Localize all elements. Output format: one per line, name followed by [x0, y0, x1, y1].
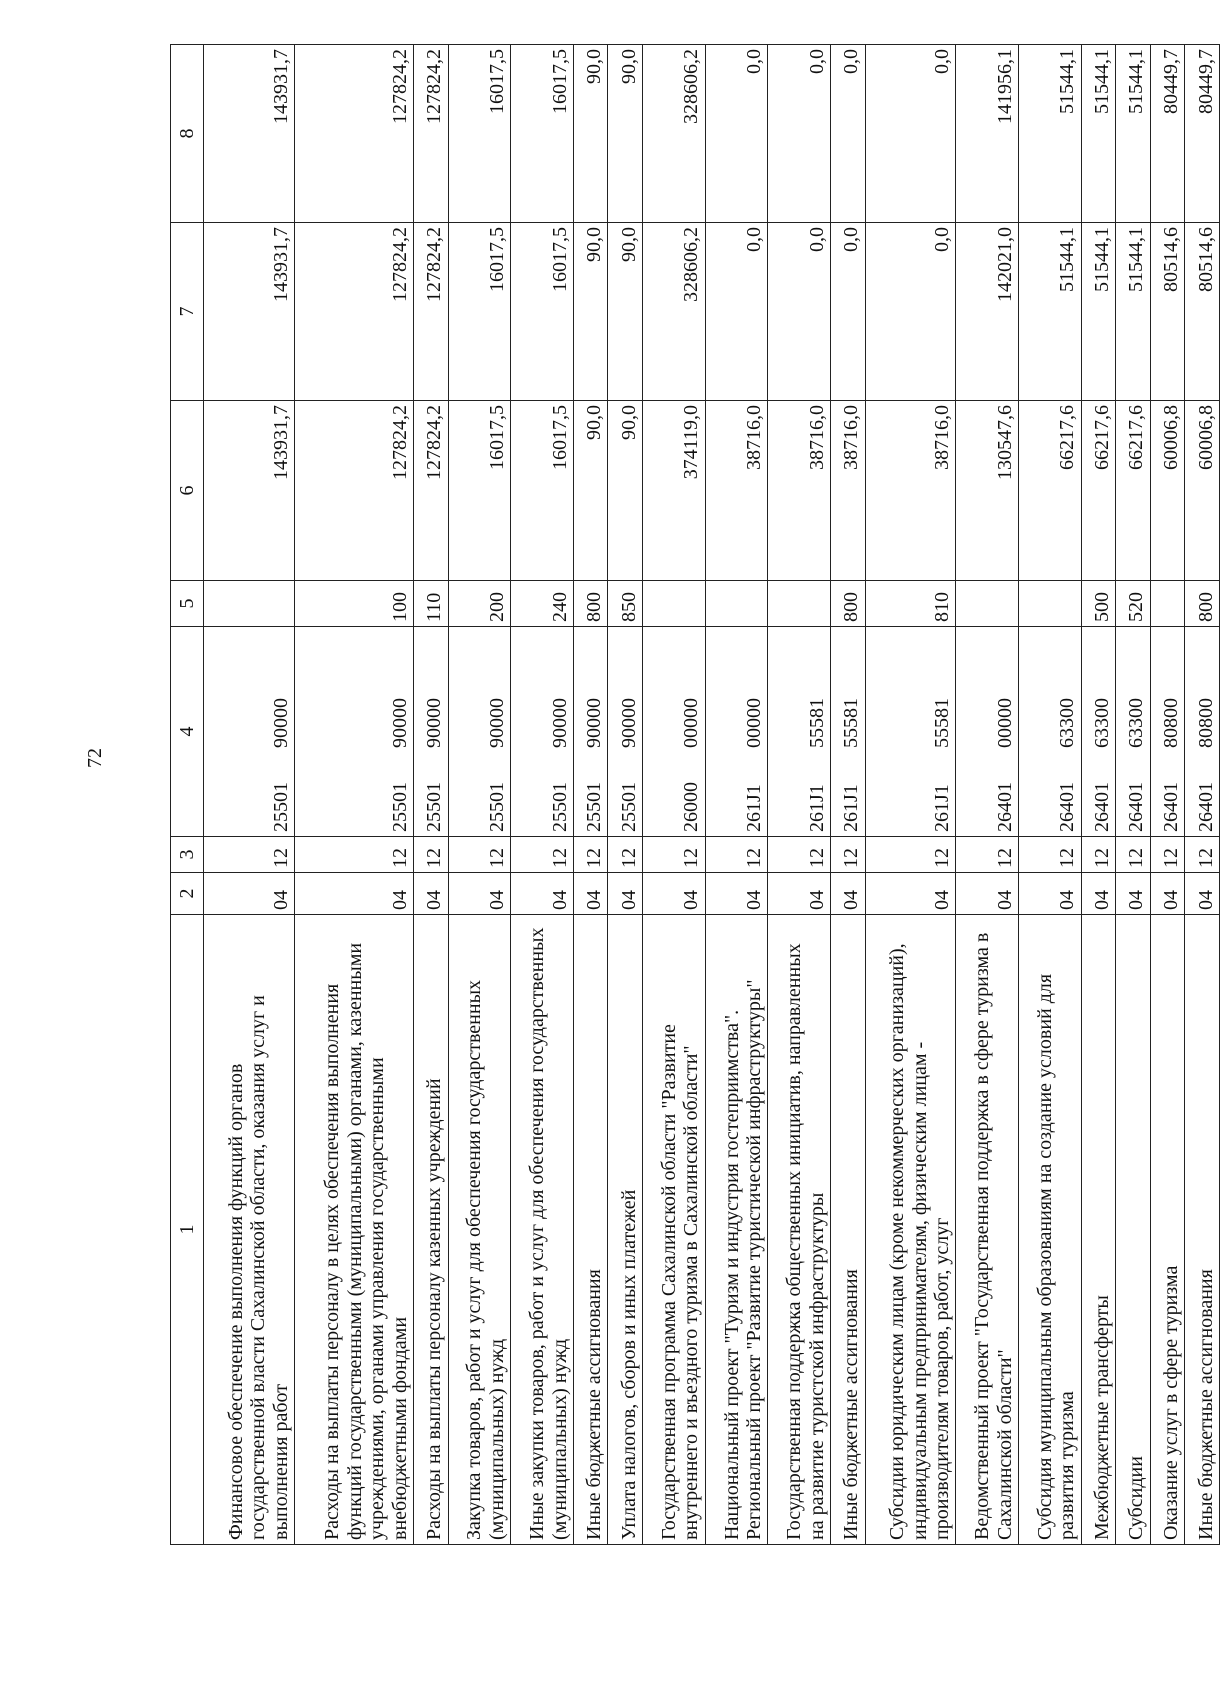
row-name: Закупка товаров, работ и услуг для обеспечения государственных (муниципальных) нужд	[448, 915, 511, 1545]
amount-col-7: 90,0	[573, 223, 608, 401]
table-row	[448, 45, 511, 1545]
subsection-code: 12	[608, 837, 643, 873]
section-code: 04	[448, 873, 511, 915]
row-name: Субсидии юридическим лицам (кроме некоммерческих организаций), индивидуальным предпринимателям, физическим лицам - производителям товаров, работ, услуг	[865, 915, 956, 1545]
expense-type-code: 500	[1081, 581, 1116, 627]
amount-col-8: 0,0	[831, 45, 866, 223]
target-article-part-a: 26401	[1056, 782, 1079, 832]
subsection-code: 12	[204, 837, 295, 873]
row-name: Иные бюджетные ассигнования	[573, 915, 608, 1545]
row-name: Государственная программа Сахалинской области "Развитие внутреннего и въездного туризма в Сахалинской области"	[642, 915, 705, 1545]
target-article-code	[768, 627, 831, 837]
target-article-code	[1150, 627, 1185, 837]
subsection-code: 12	[642, 837, 705, 873]
section-code: 04	[865, 873, 956, 915]
amount-col-8: 127824,2	[294, 45, 413, 223]
target-article-part-a: 25501	[548, 782, 571, 832]
subsection-code: 12	[1081, 837, 1116, 873]
amount-col-6: 38716,0	[831, 401, 866, 581]
target-article-code	[865, 627, 956, 837]
table-row	[642, 45, 705, 1545]
target-article-part-b: 00000	[993, 698, 1016, 748]
subsection-code: 12	[831, 837, 866, 873]
table-row	[831, 45, 866, 1545]
target-article-code	[705, 627, 768, 837]
header-col-6: 6	[171, 401, 204, 581]
target-article-code	[1185, 627, 1220, 837]
subsection-code: 12	[414, 837, 449, 873]
table-row	[1081, 45, 1116, 1545]
amount-col-7: 0,0	[865, 223, 956, 401]
amount-col-7: 328606,2	[642, 223, 705, 401]
target-article-part-b: 80800	[1194, 698, 1217, 748]
expense-type-code	[1019, 581, 1082, 627]
target-article-code	[448, 627, 511, 837]
row-name: Уплата налогов, сборов и иных платежей	[608, 915, 643, 1545]
amount-col-8: 80449,7	[1185, 45, 1220, 223]
target-article-part-a: 26000	[680, 782, 703, 832]
expense-type-code: 520	[1116, 581, 1151, 627]
target-article-code	[956, 627, 1019, 837]
section-code: 04	[294, 873, 413, 915]
expense-type-code: 110	[414, 581, 449, 627]
row-name: Субсидия муниципальным образованиям на создание условий для развития туризма	[1019, 915, 1082, 1545]
target-article-part-b: 80800	[1159, 698, 1182, 748]
target-article-part-b: 90000	[485, 698, 508, 748]
header-col-4: 4	[171, 627, 204, 837]
table-row	[1019, 45, 1082, 1545]
amount-col-8: 328606,2	[642, 45, 705, 223]
target-article-code	[1116, 627, 1151, 837]
row-name: Оказание услуг в сфере туризма	[1150, 915, 1185, 1545]
header-col-3: 3	[171, 837, 204, 873]
table-row	[1185, 45, 1220, 1545]
section-code: 04	[511, 873, 574, 915]
table-row	[204, 45, 295, 1545]
expense-type-code: 800	[831, 581, 866, 627]
section-code: 04	[1116, 873, 1151, 915]
amount-col-8: 127824,2	[414, 45, 449, 223]
section-code: 04	[705, 873, 768, 915]
amount-col-8: 16017,5	[511, 45, 574, 223]
target-article-part-a: 26401	[993, 782, 1016, 832]
section-code: 04	[1019, 873, 1082, 915]
target-article-code	[1081, 627, 1116, 837]
header-col-2: 2	[171, 873, 204, 915]
section-code: 04	[414, 873, 449, 915]
table-row	[768, 45, 831, 1545]
header-row	[171, 45, 204, 1545]
expense-type-code	[956, 581, 1019, 627]
expense-type-code: 200	[448, 581, 511, 627]
table-row	[294, 45, 413, 1545]
target-article-code	[414, 627, 449, 837]
target-article-part-a: 26401	[1090, 782, 1113, 832]
section-code: 04	[1081, 873, 1116, 915]
row-name: Иные бюджетные ассигнования	[1185, 915, 1220, 1545]
table-row	[573, 45, 608, 1545]
target-article-part-b: 90000	[388, 698, 411, 748]
subsection-code: 12	[865, 837, 956, 873]
target-article-part-b: 55581	[840, 698, 863, 748]
amount-col-8: 141956,1	[956, 45, 1019, 223]
amount-col-7: 51544,1	[1081, 223, 1116, 401]
amount-col-7: 16017,5	[511, 223, 574, 401]
target-article-part-a: 26401	[1194, 782, 1217, 832]
target-article-part-a: 26401	[1159, 782, 1182, 832]
amount-col-6: 60006,8	[1185, 401, 1220, 581]
expense-type-code: 810	[865, 581, 956, 627]
target-article-part-b: 90000	[617, 698, 640, 748]
target-article-part-a: 25501	[617, 782, 640, 832]
target-article-part-b: 63300	[1056, 698, 1079, 748]
amount-col-8: 0,0	[705, 45, 768, 223]
amount-col-6: 38716,0	[865, 401, 956, 581]
subsection-code: 12	[573, 837, 608, 873]
expense-type-code: 240	[511, 581, 574, 627]
section-code: 04	[204, 873, 295, 915]
target-article-code	[294, 627, 413, 837]
target-article-part-a: 261J1	[931, 784, 954, 832]
target-article-part-a: 261J1	[742, 784, 765, 832]
row-name: Государственная поддержка общественных инициатив, направленных на развитие туристской инфраструктуры	[768, 915, 831, 1545]
amount-col-8: 80449,7	[1150, 45, 1185, 223]
target-article-part-a: 25501	[388, 782, 411, 832]
amount-col-7: 80514,6	[1185, 223, 1220, 401]
row-name: Финансовое обеспечение выполнения функций органов государственной власти Сахалинской области, оказания услуг и выполнения работ	[204, 915, 295, 1545]
amount-col-8: 51544,1	[1019, 45, 1082, 223]
amount-col-8: 0,0	[865, 45, 956, 223]
amount-col-6: 127824,2	[414, 401, 449, 581]
amount-col-6: 90,0	[608, 401, 643, 581]
section-code: 04	[573, 873, 608, 915]
amount-col-6: 16017,5	[448, 401, 511, 581]
amount-col-6: 130547,6	[956, 401, 1019, 581]
target-article-part-a: 25501	[269, 782, 292, 832]
target-article-code	[642, 627, 705, 837]
amount-col-8: 51544,1	[1116, 45, 1151, 223]
expense-type-code: 850	[608, 581, 643, 627]
target-article-part-b: 63300	[1090, 698, 1113, 748]
target-article-code	[573, 627, 608, 837]
subsection-code: 12	[705, 837, 768, 873]
target-article-part-b: 63300	[1125, 698, 1148, 748]
amount-col-6: 66217,6	[1081, 401, 1116, 581]
table-body	[204, 45, 1220, 1545]
subsection-code: 12	[294, 837, 413, 873]
subsection-code: 12	[1019, 837, 1082, 873]
amount-col-7: 142021,0	[956, 223, 1019, 401]
expense-type-code	[705, 581, 768, 627]
page-number: 72	[84, 748, 106, 768]
amount-col-8: 90,0	[573, 45, 608, 223]
target-article-part-a: 25501	[583, 782, 606, 832]
target-article-part-b: 00000	[742, 698, 765, 748]
amount-col-7: 51544,1	[1019, 223, 1082, 401]
amount-col-6: 127824,2	[294, 401, 413, 581]
section-code: 04	[956, 873, 1019, 915]
expense-type-code	[642, 581, 705, 627]
row-name: Расходы на выплаты персоналу казенных учреждений	[414, 915, 449, 1545]
expense-type-code: 800	[1185, 581, 1220, 627]
table-row	[705, 45, 768, 1545]
target-article-part-b: 00000	[680, 698, 703, 748]
header-col-5: 5	[171, 581, 204, 627]
amount-col-6: 90,0	[573, 401, 608, 581]
amount-col-8: 51544,1	[1081, 45, 1116, 223]
section-code: 04	[1150, 873, 1185, 915]
header-col-8: 8	[171, 45, 204, 223]
table-row	[1150, 45, 1185, 1545]
amount-col-6: 66217,6	[1019, 401, 1082, 581]
table-row	[956, 45, 1019, 1545]
amount-col-7: 80514,6	[1150, 223, 1185, 401]
subsection-code: 12	[448, 837, 511, 873]
target-article-part-b: 90000	[583, 698, 606, 748]
table-row	[414, 45, 449, 1545]
expense-type-code	[768, 581, 831, 627]
amount-col-6: 38716,0	[768, 401, 831, 581]
expense-type-code	[204, 581, 295, 627]
table-row	[865, 45, 956, 1545]
row-name: Межбюджетные трансферты	[1081, 915, 1116, 1545]
expense-type-code: 100	[294, 581, 413, 627]
amount-col-7: 143931,7	[204, 223, 295, 401]
section-code: 04	[608, 873, 643, 915]
target-article-part-a: 25501	[423, 782, 446, 832]
row-name: Иные бюджетные ассигнования	[831, 915, 866, 1545]
subsection-code: 12	[956, 837, 1019, 873]
amount-col-7: 127824,2	[294, 223, 413, 401]
amount-col-7: 16017,5	[448, 223, 511, 401]
row-name: Расходы на выплаты персоналу в целях обеспечения выполнения функций государственными (муниципальными) органами, казенными учреждениями, органами управления государственными внебюджетными фондами	[294, 915, 413, 1545]
section-code: 04	[831, 873, 866, 915]
target-article-part-b: 90000	[548, 698, 571, 748]
subsection-code: 12	[1116, 837, 1151, 873]
amount-col-6: 38716,0	[705, 401, 768, 581]
budget-table	[170, 44, 1220, 1545]
table-row	[511, 45, 574, 1545]
rotated-table-container	[170, 45, 1220, 1545]
expense-type-code	[1150, 581, 1185, 627]
amount-col-8: 90,0	[608, 45, 643, 223]
target-article-code	[831, 627, 866, 837]
amount-col-7: 0,0	[705, 223, 768, 401]
target-article-part-b: 55581	[931, 698, 954, 748]
target-article-part-b: 55581	[805, 698, 828, 748]
table-row	[608, 45, 643, 1545]
subsection-code: 12	[511, 837, 574, 873]
amount-col-6: 143931,7	[204, 401, 295, 581]
row-name: Ведомственный проект "Государственная поддержка в сфере туризма в Сахалинской области"	[956, 915, 1019, 1545]
amount-col-7: 90,0	[608, 223, 643, 401]
target-article-part-a: 25501	[485, 782, 508, 832]
subsection-code: 12	[768, 837, 831, 873]
amount-col-6: 374119,0	[642, 401, 705, 581]
target-article-code	[511, 627, 574, 837]
row-name: Иные закупки товаров, работ и услуг для обеспечения государственных (муниципальных) нужд	[511, 915, 574, 1545]
target-article-part-b: 90000	[423, 698, 446, 748]
amount-col-7: 0,0	[831, 223, 866, 401]
amount-col-7: 0,0	[768, 223, 831, 401]
section-code: 04	[1185, 873, 1220, 915]
row-name: Субсидии	[1116, 915, 1151, 1545]
amount-col-8: 143931,7	[204, 45, 295, 223]
amount-col-8: 16017,5	[448, 45, 511, 223]
target-article-code	[608, 627, 643, 837]
target-article-part-b: 90000	[269, 698, 292, 748]
row-name: Национальный проект "Туризм и индустрия гостеприимства". Региональный проект "Развитие туристической инфраструктуры"	[705, 915, 768, 1545]
subsection-code: 12	[1185, 837, 1220, 873]
amount-col-8: 0,0	[768, 45, 831, 223]
amount-col-7: 127824,2	[414, 223, 449, 401]
amount-col-6: 16017,5	[511, 401, 574, 581]
subsection-code: 12	[1150, 837, 1185, 873]
amount-col-7: 51544,1	[1116, 223, 1151, 401]
target-article-part-a: 26401	[1125, 782, 1148, 832]
target-article-part-a: 261J1	[805, 784, 828, 832]
section-code: 04	[768, 873, 831, 915]
section-code: 04	[642, 873, 705, 915]
target-article-code	[1019, 627, 1082, 837]
header-col-7: 7	[171, 223, 204, 401]
amount-col-6: 60006,8	[1150, 401, 1185, 581]
target-article-part-a: 261J1	[840, 784, 863, 832]
target-article-code	[204, 627, 295, 837]
expense-type-code: 800	[573, 581, 608, 627]
amount-col-6: 66217,6	[1116, 401, 1151, 581]
header-col-1: 1	[171, 915, 204, 1545]
table-row	[1116, 45, 1151, 1545]
